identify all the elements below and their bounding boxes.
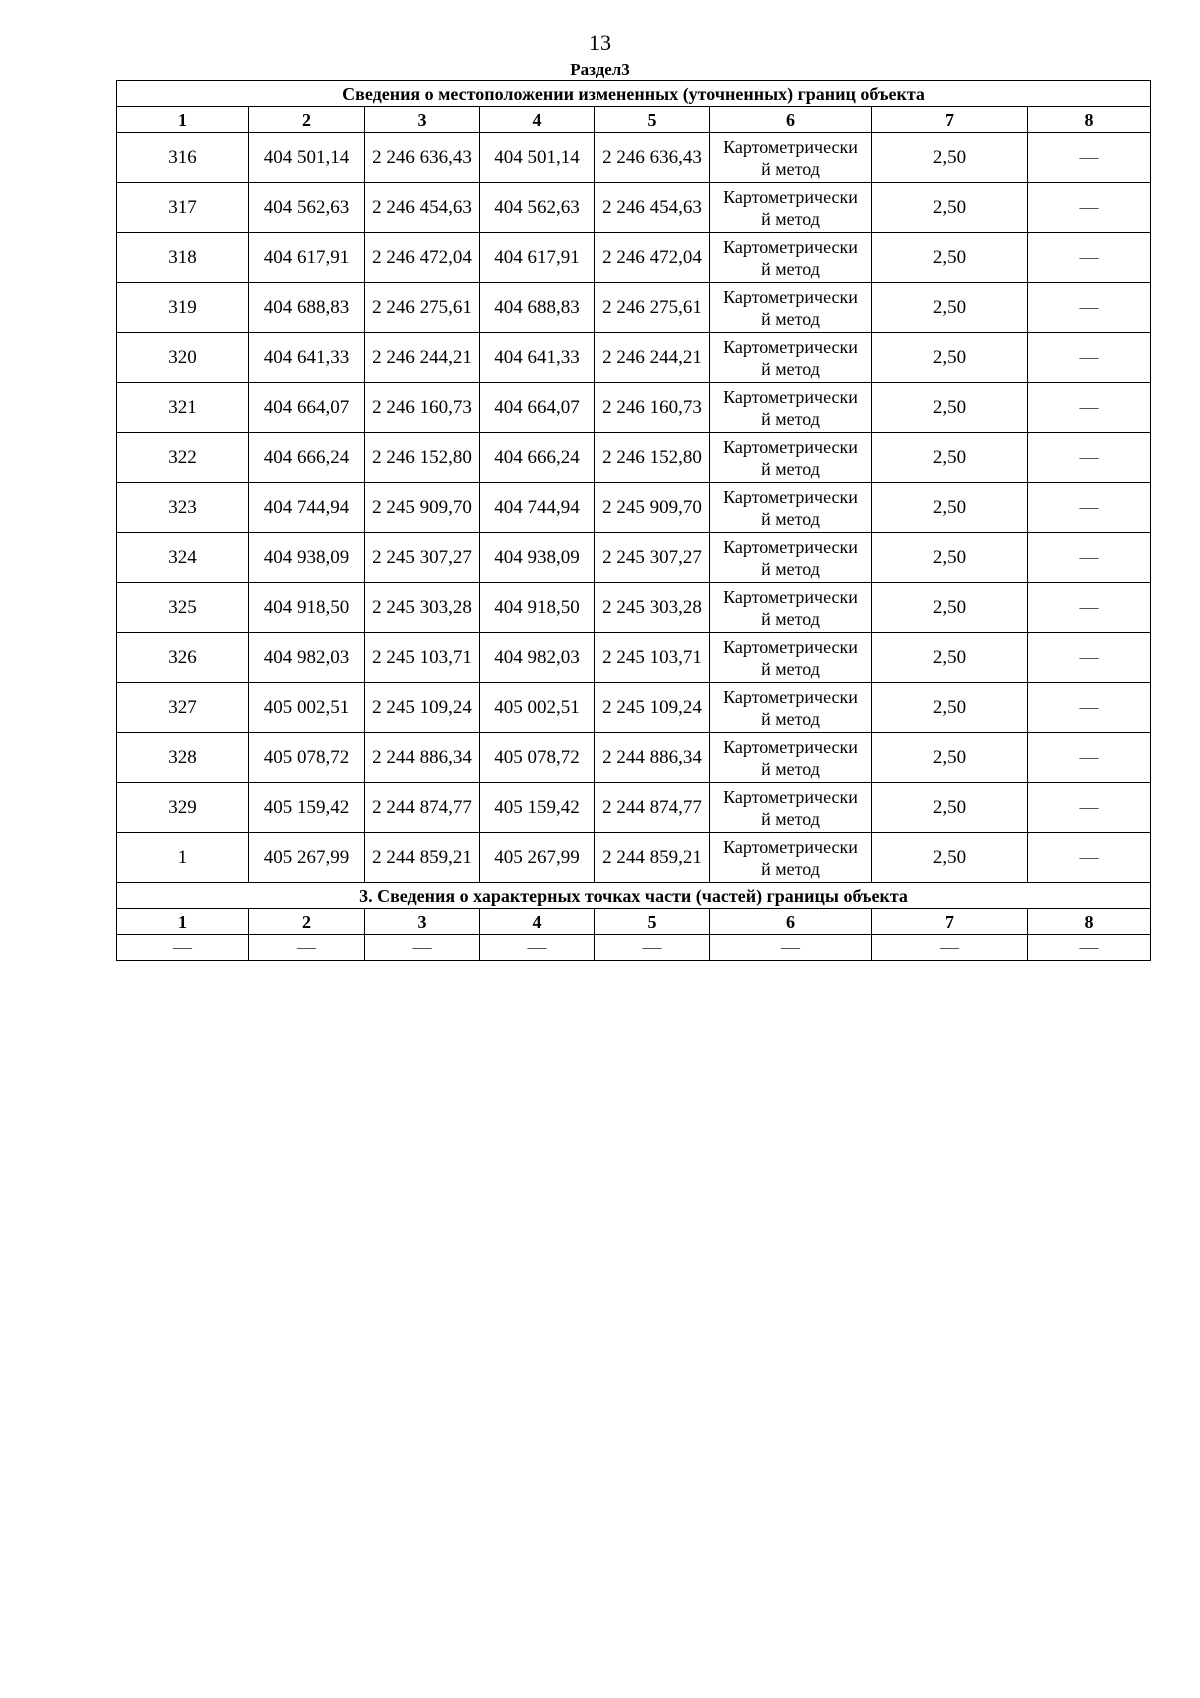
x-refined-cell: 404 744,94 xyxy=(480,483,595,533)
x-existing-cell: 404 501,14 xyxy=(249,133,365,183)
subsection-title: 3. Сведения о характерных точках части (частей) границы объекта xyxy=(117,883,1151,909)
method-text-line-1: Картометрически xyxy=(723,536,858,557)
column-number: 5 xyxy=(595,909,710,935)
accuracy-cell: 2,50 xyxy=(872,383,1028,433)
accuracy-cell: 2,50 xyxy=(872,283,1028,333)
y-refined-cell: 2 246 244,21 xyxy=(595,333,710,383)
point-number-cell: 325 xyxy=(117,583,249,633)
y-refined-cell: 2 245 909,70 xyxy=(595,483,710,533)
method-cell xyxy=(710,683,872,733)
accuracy-cell: 2,50 xyxy=(872,783,1028,833)
note-cell: — xyxy=(1028,183,1151,233)
x-refined-cell: 404 666,24 xyxy=(480,433,595,483)
y-existing-cell: 2 245 109,24 xyxy=(365,683,480,733)
method-text-line-2: й метод xyxy=(761,208,820,229)
method-text-line-1: Картометрически xyxy=(723,136,858,157)
method-text-line-2: й метод xyxy=(761,158,820,179)
y-existing-cell: 2 246 636,43 xyxy=(365,133,480,183)
table-row xyxy=(117,783,1151,833)
x-existing-cell: 404 938,09 xyxy=(249,533,365,583)
method-cell xyxy=(710,583,872,633)
point-number-cell: 324 xyxy=(117,533,249,583)
accuracy-cell: 2,50 xyxy=(872,133,1028,183)
empty-cell: — xyxy=(480,935,595,961)
method-cell xyxy=(710,733,872,783)
note-cell: — xyxy=(1028,483,1151,533)
method-cell xyxy=(710,483,872,533)
column-number: 3 xyxy=(365,107,480,133)
y-refined-cell: 2 244 859,21 xyxy=(595,833,710,883)
section-label: Раздел3 xyxy=(570,60,630,79)
y-existing-cell: 2 245 303,28 xyxy=(365,583,480,633)
empty-cell: — xyxy=(872,935,1028,961)
y-existing-cell: 2 246 152,80 xyxy=(365,433,480,483)
point-number-cell: 316 xyxy=(117,133,249,183)
method-cell xyxy=(710,183,872,233)
accuracy-cell: 2,50 xyxy=(872,533,1028,583)
method-text-line-1: Картометрически xyxy=(723,736,858,757)
x-refined-cell: 405 078,72 xyxy=(480,733,595,783)
x-existing-cell: 405 002,51 xyxy=(249,683,365,733)
method-text-line-2: й метод xyxy=(761,408,820,429)
method-cell xyxy=(710,333,872,383)
x-refined-cell: 404 918,50 xyxy=(480,583,595,633)
table-row xyxy=(117,183,1151,233)
table-row xyxy=(117,383,1151,433)
table-row xyxy=(117,283,1151,333)
y-existing-cell: 2 246 244,21 xyxy=(365,333,480,383)
method-text-line-2: й метод xyxy=(761,358,820,379)
note-cell: — xyxy=(1028,633,1151,683)
note-cell: — xyxy=(1028,783,1151,833)
x-refined-cell: 404 938,09 xyxy=(480,533,595,583)
table-row xyxy=(117,133,1151,183)
x-refined-cell: 404 982,03 xyxy=(480,633,595,683)
empty-cell: — xyxy=(1028,935,1151,961)
method-cell xyxy=(710,433,872,483)
y-refined-cell: 2 245 303,28 xyxy=(595,583,710,633)
empty-cell: — xyxy=(249,935,365,961)
x-existing-cell: 404 666,24 xyxy=(249,433,365,483)
column-number: 8 xyxy=(1028,909,1151,935)
accuracy-cell: 2,50 xyxy=(872,483,1028,533)
y-existing-cell: 2 244 874,77 xyxy=(365,783,480,833)
point-number-cell: 328 xyxy=(117,733,249,783)
accuracy-cell: 2,50 xyxy=(872,683,1028,733)
column-number: 7 xyxy=(872,107,1028,133)
method-text-line-1: Картометрически xyxy=(723,386,858,407)
y-refined-cell: 2 246 472,04 xyxy=(595,233,710,283)
accuracy-cell: 2,50 xyxy=(872,333,1028,383)
point-number-cell: 327 xyxy=(117,683,249,733)
y-refined-cell: 2 246 636,43 xyxy=(595,133,710,183)
note-cell: — xyxy=(1028,683,1151,733)
table-title-row xyxy=(117,81,1151,107)
column-number: 7 xyxy=(872,909,1028,935)
method-text-line-1: Картометрически xyxy=(723,286,858,307)
method-text-line-1: Картометрически xyxy=(723,186,858,207)
x-refined-cell: 404 617,91 xyxy=(480,233,595,283)
accuracy-cell: 2,50 xyxy=(872,583,1028,633)
empty-cell: — xyxy=(365,935,480,961)
subsection-column-number-row xyxy=(117,909,1151,935)
point-number-cell: 320 xyxy=(117,333,249,383)
x-refined-cell: 405 002,51 xyxy=(480,683,595,733)
point-number-cell: 317 xyxy=(117,183,249,233)
column-number: 5 xyxy=(595,107,710,133)
x-existing-cell: 405 159,42 xyxy=(249,783,365,833)
y-existing-cell: 2 246 160,73 xyxy=(365,383,480,433)
method-cell xyxy=(710,133,872,183)
note-cell: — xyxy=(1028,383,1151,433)
table-row xyxy=(117,533,1151,583)
y-existing-cell: 2 246 454,63 xyxy=(365,183,480,233)
y-existing-cell: 2 245 103,71 xyxy=(365,633,480,683)
x-existing-cell: 404 641,33 xyxy=(249,333,365,383)
y-existing-cell: 2 245 909,70 xyxy=(365,483,480,533)
note-cell: — xyxy=(1028,733,1151,783)
x-refined-cell: 405 159,42 xyxy=(480,783,595,833)
method-text-line-2: й метод xyxy=(761,608,820,629)
method-cell xyxy=(710,783,872,833)
table-row xyxy=(117,683,1151,733)
empty-cell: — xyxy=(710,935,872,961)
note-cell: — xyxy=(1028,283,1151,333)
x-existing-cell: 404 982,03 xyxy=(249,633,365,683)
x-existing-cell: 404 744,94 xyxy=(249,483,365,533)
method-text-line-1: Картометрически xyxy=(723,786,858,807)
method-cell xyxy=(710,383,872,433)
accuracy-cell: 2,50 xyxy=(872,183,1028,233)
point-number-cell: 319 xyxy=(117,283,249,333)
accuracy-cell: 2,50 xyxy=(872,733,1028,783)
method-text-line-1: Картометрически xyxy=(723,236,858,257)
point-number-cell: 322 xyxy=(117,433,249,483)
column-number: 6 xyxy=(710,107,872,133)
table-row xyxy=(117,483,1151,533)
table-row xyxy=(117,233,1151,283)
method-cell xyxy=(710,533,872,583)
method-text-line-1: Картометрически xyxy=(723,586,858,607)
y-existing-cell: 2 245 307,27 xyxy=(365,533,480,583)
column-number: 1 xyxy=(117,909,249,935)
y-refined-cell: 2 246 160,73 xyxy=(595,383,710,433)
method-text-line-2: й метод xyxy=(761,808,820,829)
method-text-line-2: й метод xyxy=(761,458,820,479)
subsection-empty-row xyxy=(117,935,1151,961)
method-text-line-1: Картометрически xyxy=(723,686,858,707)
y-refined-cell: 2 245 307,27 xyxy=(595,533,710,583)
method-text-line-2: й метод xyxy=(761,708,820,729)
x-refined-cell: 404 688,83 xyxy=(480,283,595,333)
empty-cell: — xyxy=(117,935,249,961)
y-refined-cell: 2 245 109,24 xyxy=(595,683,710,733)
y-refined-cell: 2 244 886,34 xyxy=(595,733,710,783)
x-refined-cell: 404 641,33 xyxy=(480,333,595,383)
accuracy-cell: 2,50 xyxy=(872,433,1028,483)
table-row xyxy=(117,833,1151,883)
x-existing-cell: 404 688,83 xyxy=(249,283,365,333)
point-number-cell: 329 xyxy=(117,783,249,833)
accuracy-cell: 2,50 xyxy=(872,633,1028,683)
method-cell xyxy=(710,283,872,333)
column-number: 4 xyxy=(480,107,595,133)
page-number: 13 xyxy=(589,30,611,55)
method-text-line-2: й метод xyxy=(761,258,820,279)
boundary-coordinates-table xyxy=(116,80,1151,961)
x-existing-cell: 404 562,63 xyxy=(249,183,365,233)
x-refined-cell: 404 501,14 xyxy=(480,133,595,183)
method-text-line-1: Картометрически xyxy=(723,836,858,857)
note-cell: — xyxy=(1028,583,1151,633)
table-row xyxy=(117,433,1151,483)
point-number-cell: 323 xyxy=(117,483,249,533)
y-refined-cell: 2 246 275,61 xyxy=(595,283,710,333)
x-existing-cell: 405 267,99 xyxy=(249,833,365,883)
table-title: Сведения о местоположении измененных (уточненных) границ объекта xyxy=(117,81,1151,107)
column-number-row xyxy=(117,107,1151,133)
x-existing-cell: 404 918,50 xyxy=(249,583,365,633)
x-existing-cell: 404 617,91 xyxy=(249,233,365,283)
method-text-line-2: й метод xyxy=(761,508,820,529)
accuracy-cell: 2,50 xyxy=(872,233,1028,283)
point-number-cell: 326 xyxy=(117,633,249,683)
x-refined-cell: 404 664,07 xyxy=(480,383,595,433)
column-number: 2 xyxy=(249,909,365,935)
note-cell: — xyxy=(1028,233,1151,283)
x-refined-cell: 405 267,99 xyxy=(480,833,595,883)
column-number: 6 xyxy=(710,909,872,935)
method-cell xyxy=(710,833,872,883)
method-text-line-1: Картометрически xyxy=(723,486,858,507)
table-row xyxy=(117,333,1151,383)
y-refined-cell: 2 245 103,71 xyxy=(595,633,710,683)
x-refined-cell: 404 562,63 xyxy=(480,183,595,233)
note-cell: — xyxy=(1028,433,1151,483)
method-text-line-2: й метод xyxy=(761,758,820,779)
y-existing-cell: 2 246 472,04 xyxy=(365,233,480,283)
method-cell xyxy=(710,233,872,283)
method-text-line-2: й метод xyxy=(761,858,820,879)
note-cell: — xyxy=(1028,333,1151,383)
table-row xyxy=(117,583,1151,633)
point-number-cell: 318 xyxy=(117,233,249,283)
table-row xyxy=(117,633,1151,683)
column-number: 8 xyxy=(1028,107,1151,133)
x-existing-cell: 404 664,07 xyxy=(249,383,365,433)
method-text-line-2: й метод xyxy=(761,308,820,329)
column-number: 4 xyxy=(480,909,595,935)
method-text-line-1: Картометрически xyxy=(723,636,858,657)
point-number-cell: 321 xyxy=(117,383,249,433)
y-existing-cell: 2 244 886,34 xyxy=(365,733,480,783)
point-number-cell: 1 xyxy=(117,833,249,883)
y-existing-cell: 2 246 275,61 xyxy=(365,283,480,333)
table-row xyxy=(117,733,1151,783)
column-number: 1 xyxy=(117,107,249,133)
x-existing-cell: 405 078,72 xyxy=(249,733,365,783)
note-cell: — xyxy=(1028,833,1151,883)
accuracy-cell: 2,50 xyxy=(872,833,1028,883)
method-cell xyxy=(710,633,872,683)
method-text-line-2: й метод xyxy=(761,558,820,579)
method-text-line-2: й метод xyxy=(761,658,820,679)
subsection-title-row xyxy=(117,883,1151,909)
note-cell: — xyxy=(1028,133,1151,183)
y-existing-cell: 2 244 859,21 xyxy=(365,833,480,883)
method-text-line-1: Картометрически xyxy=(723,436,858,457)
column-number: 3 xyxy=(365,909,480,935)
note-cell: — xyxy=(1028,533,1151,583)
empty-cell: — xyxy=(595,935,710,961)
column-number: 2 xyxy=(249,107,365,133)
y-refined-cell: 2 244 874,77 xyxy=(595,783,710,833)
method-text-line-1: Картометрически xyxy=(723,336,858,357)
y-refined-cell: 2 246 454,63 xyxy=(595,183,710,233)
y-refined-cell: 2 246 152,80 xyxy=(595,433,710,483)
